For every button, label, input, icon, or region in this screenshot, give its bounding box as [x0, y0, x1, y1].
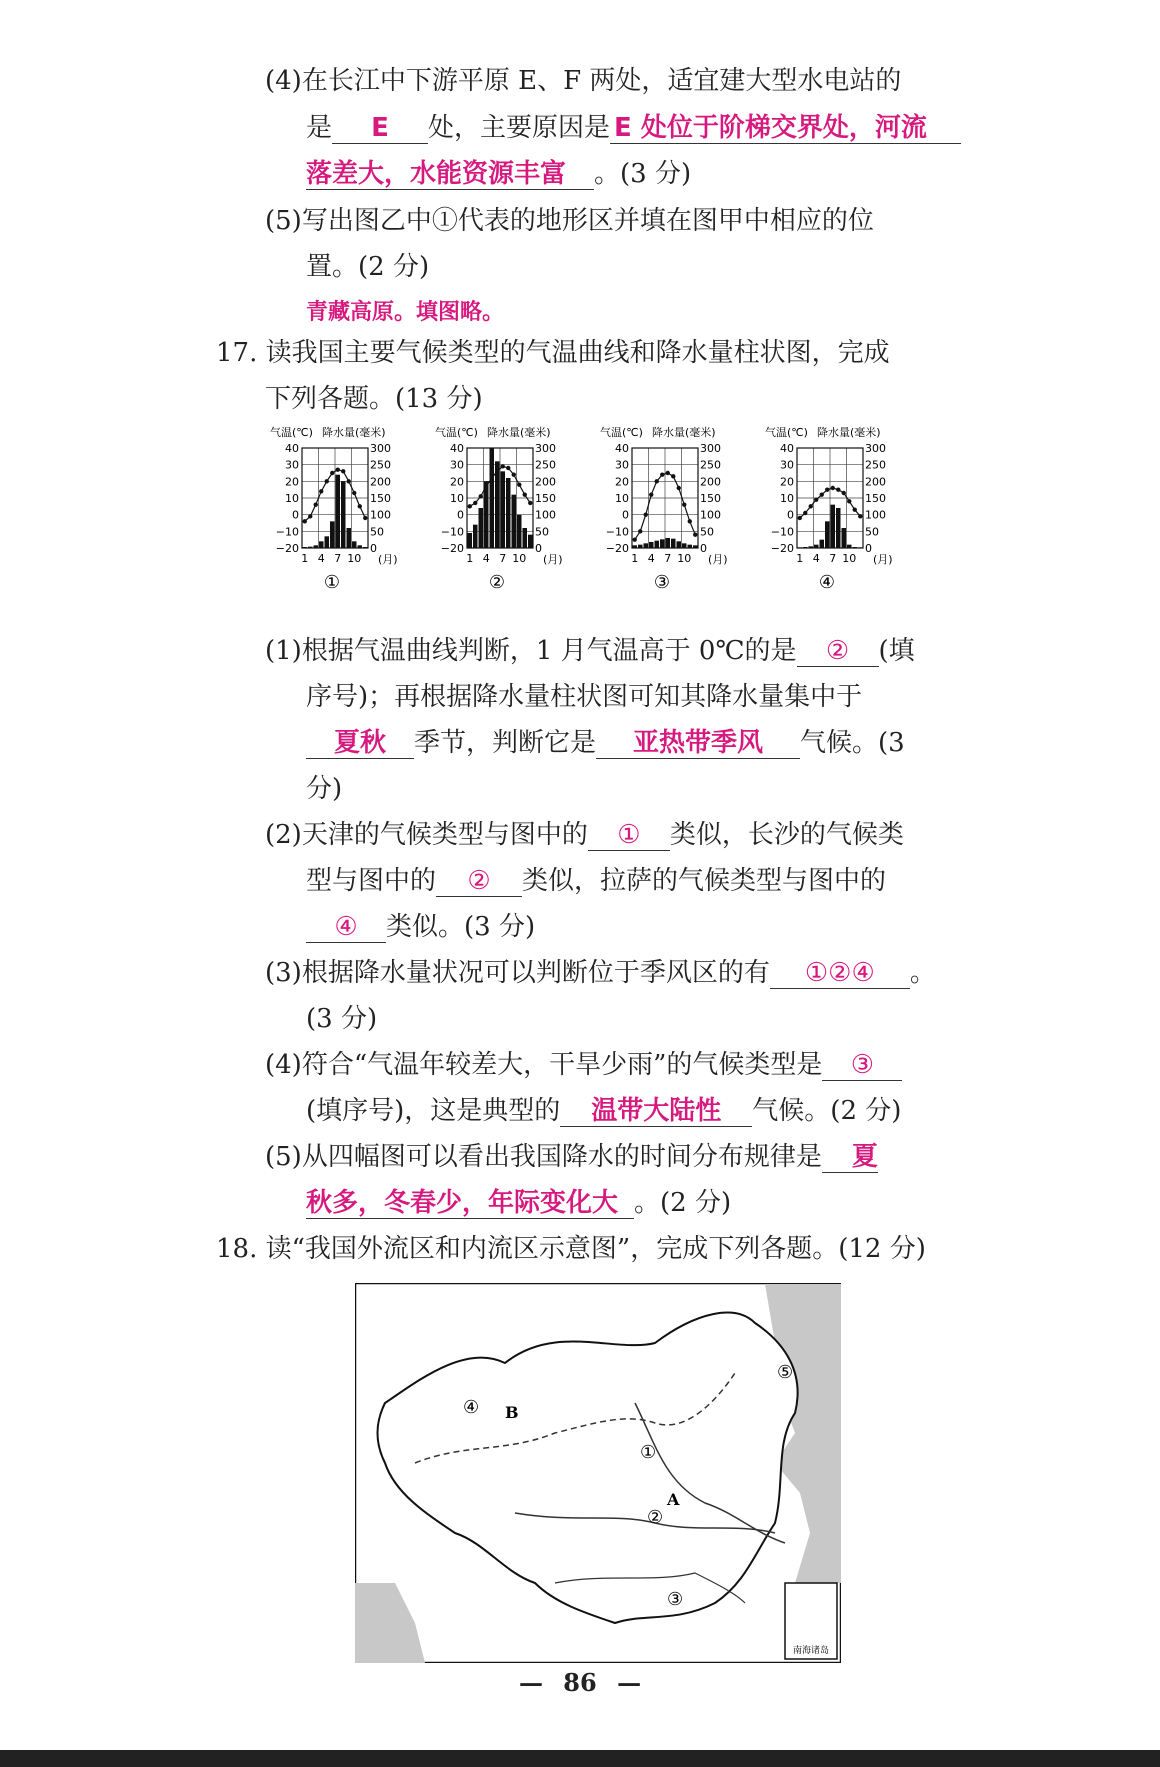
map-label-2: ②: [647, 1507, 664, 1528]
temperature-point: [671, 474, 675, 478]
chart-xlabel: (月): [873, 553, 893, 566]
chart-ylabel-right: 降水量(毫米): [652, 426, 716, 439]
chart-title: ①: [323, 572, 341, 593]
temperature-point: [809, 504, 813, 508]
q17-part1-line1: [265, 634, 915, 668]
chart-tick-x: 10: [512, 552, 527, 565]
answer-blank: 亚热带季风: [596, 728, 800, 759]
temperature-point: [473, 501, 477, 505]
q18-stem: 18. 读“我国外流区和内流区示意图”，完成下列各题。(12 分): [216, 1234, 926, 1264]
chart-tick-left: 10: [780, 492, 794, 505]
map-label-5: ⑤: [777, 1362, 794, 1383]
chart-tick-right: 50: [865, 525, 879, 539]
precip-bar: [660, 539, 665, 548]
temperature-point: [347, 479, 351, 483]
chart-tick-right: 100: [535, 508, 556, 522]
precip-bar: [319, 541, 324, 548]
precip-bar: [341, 481, 346, 548]
q17-stem-line1: 17. 读我国主要气候类型的气温曲线和降水量柱状图，完成: [216, 338, 890, 368]
temperature-point: [814, 497, 818, 501]
chart-tick-right: 100: [865, 508, 886, 522]
temperature-point: [325, 479, 329, 483]
temperature-point: [495, 469, 499, 473]
precip-bar: [363, 547, 368, 548]
chart-tick-left: 40: [780, 442, 794, 455]
map-label-a: A: [667, 1490, 680, 1509]
text: (填: [878, 636, 915, 666]
temperature-point: [803, 511, 807, 515]
chart-ylabel-right: 降水量(毫米): [487, 426, 551, 439]
q17-part2-line2: [306, 864, 886, 898]
precip-bar: [666, 538, 671, 548]
precip-bar: [853, 547, 858, 548]
text: (2)天津的气候类型与图中的: [265, 820, 588, 850]
chart-xlabel: (月): [708, 553, 728, 566]
chart-tick-x: 1: [466, 552, 474, 565]
q16-part4-line1: (4)在长江中下游平原 E、F 两处，适宜建大型水电站的: [265, 66, 902, 96]
precip-bar: [528, 535, 533, 548]
precip-bar: [682, 543, 687, 548]
chart-tick-left: −10: [440, 525, 464, 539]
chart-tick-right: 250: [535, 458, 556, 472]
precip-bar: [842, 528, 847, 548]
chart-tick-x: 10: [677, 552, 692, 565]
text: 气候。(3: [800, 728, 905, 758]
temperature-point: [853, 507, 857, 511]
precip-bar: [479, 508, 484, 548]
chart-tick-right: 200: [535, 475, 556, 489]
dash-right: —: [617, 1668, 642, 1697]
china-drainage-map: [355, 1283, 841, 1663]
precip-bar: [303, 547, 308, 548]
q17-part4-line2: [306, 1094, 901, 1128]
text: 。: [909, 958, 936, 988]
chart-tick-right: 50: [700, 525, 714, 539]
temperature-point: [677, 486, 681, 490]
chart-tick-left: 10: [615, 492, 629, 505]
temperature-point: [363, 516, 367, 520]
chart-tick-right: 50: [370, 525, 384, 539]
text: 。(2 分): [634, 1188, 732, 1218]
temperature-point: [693, 532, 697, 536]
precip-bar: [336, 475, 341, 548]
precip-bar: [506, 478, 511, 548]
precip-bar: [325, 536, 330, 548]
text: 型与图中的: [306, 866, 437, 896]
precip-bar: [330, 521, 335, 548]
precip-bar: [831, 505, 836, 548]
chart-tick-right: 0: [535, 542, 542, 555]
chart-tick-x: 10: [842, 552, 857, 565]
precip-bar: [501, 471, 506, 548]
chart-tick-x: 7: [829, 552, 837, 565]
temperature-point: [330, 471, 334, 475]
q17-part1-line3: [306, 726, 905, 760]
text: (5)从四幅图可以看出我国降水的时间分布规律是: [265, 1142, 822, 1172]
answer-blank: ①②④: [770, 958, 910, 989]
temperature-point: [336, 467, 340, 471]
precip-bar: [473, 525, 478, 548]
chart-tick-right: 300: [370, 442, 391, 455]
map-label-4: ④: [463, 1397, 480, 1418]
chart-tick-x: 1: [631, 552, 639, 565]
chart-tick-right: 200: [865, 475, 886, 489]
bottom-bar: [0, 1750, 1160, 1767]
text: (1)根据气温曲线判断，1 月气温高于 0℃的是: [265, 636, 797, 666]
q16-part5-line1: (5)写出图乙中①代表的地形区并填在图甲中相应的位: [265, 206, 874, 236]
temperature-point: [825, 487, 829, 491]
precip-bar: [836, 508, 841, 548]
q17-part2-line1: [265, 818, 904, 852]
chart-tick-left: 30: [285, 458, 299, 472]
answer-blank-e: E: [332, 113, 428, 144]
precip-bar: [677, 541, 682, 548]
chart-ylabel-left: 气温(℃): [600, 426, 643, 439]
temperature-point: [501, 464, 505, 468]
precip-bar: [495, 461, 500, 548]
precip-bar: [847, 545, 852, 548]
chart-tick-right: 300: [865, 442, 886, 455]
precip-bar: [484, 481, 489, 548]
answer-blank: ①: [588, 820, 670, 851]
text: 季节，判断它是: [414, 728, 597, 758]
chart-tick-left: 10: [285, 492, 299, 505]
precip-bar: [633, 545, 638, 548]
temperature-point: [468, 504, 472, 508]
temperature-point: [798, 516, 802, 520]
q17-part5-line1: [265, 1140, 878, 1174]
precip-bar: [820, 540, 825, 548]
climate-charts: [268, 424, 928, 624]
chart-title: ④: [818, 572, 836, 593]
chart-tick-right: 150: [865, 492, 886, 505]
temperature-point: [820, 492, 824, 496]
temperature-point: [303, 519, 307, 523]
chart-tick-left: 0: [622, 508, 629, 522]
chart-tick-left: 0: [787, 508, 794, 522]
chart-tick-left: 40: [285, 442, 299, 455]
precip-bar: [649, 542, 654, 548]
answer-blank: 夏秋: [306, 728, 414, 759]
temperature-point: [660, 472, 664, 476]
chart-tick-left: 40: [615, 442, 629, 455]
q17-part4-line1: [265, 1048, 902, 1082]
chart-tick-x: 4: [647, 552, 655, 565]
answer-blank: 温带大陆性: [560, 1096, 752, 1127]
chart-tick-right: 300: [535, 442, 556, 455]
q16-part4-line3: [306, 157, 691, 191]
chart-tick-left: −20: [440, 542, 464, 555]
page-number: [0, 1668, 1160, 1697]
precip-bar: [347, 528, 352, 548]
answer-blank-reason: E 处位于阶梯交界处，河流: [610, 113, 961, 144]
precip-bar: [825, 521, 830, 548]
chart-tick-left: −20: [770, 542, 794, 555]
chart-tick-left: 20: [615, 475, 629, 489]
chart-xlabel: (月): [378, 553, 398, 566]
chart-ylabel-right: 降水量(毫米): [322, 426, 386, 439]
temperature-point: [644, 512, 648, 516]
precip-bar: [638, 545, 643, 548]
chart-tick-left: 20: [780, 475, 794, 489]
temperature-point: [479, 494, 483, 498]
chart-tick-left: 10: [450, 492, 464, 505]
chart-tick-x: 4: [812, 552, 820, 565]
chart-ylabel-left: 气温(℃): [765, 426, 808, 439]
chart-ylabel-left: 气温(℃): [435, 426, 478, 439]
chart-xlabel: (月): [543, 553, 563, 566]
temperature-point: [831, 486, 835, 490]
answer-blank: ④: [306, 912, 386, 943]
q17-part3-line2: (3 分): [306, 1004, 378, 1034]
page-number-value: 86: [563, 1668, 597, 1697]
chart-tick-right: 150: [700, 492, 721, 505]
chart-tick-left: −10: [275, 525, 299, 539]
chart-tick-right: 50: [535, 525, 549, 539]
chart-tick-left: −20: [275, 542, 299, 555]
temperature-point: [341, 469, 345, 473]
chart-tick-x: 7: [334, 552, 342, 565]
chart-title: ③: [653, 572, 671, 593]
chart-tick-left: 0: [457, 508, 464, 522]
precip-bar: [803, 547, 808, 548]
answer-blank: ③: [822, 1050, 902, 1081]
chart-tick-right: 300: [700, 442, 721, 455]
chart-tick-left: −10: [605, 525, 629, 539]
precip-bar: [693, 545, 698, 548]
chart-tick-x: 7: [499, 552, 507, 565]
dash-left: —: [518, 1668, 543, 1697]
inset-label: 南海诸岛: [792, 1646, 830, 1656]
map-label-3: ③: [667, 1589, 684, 1610]
precip-bar: [814, 545, 819, 548]
precip-bar: [517, 515, 522, 548]
temperature-point: [858, 514, 862, 518]
chart-tick-left: 20: [450, 475, 464, 489]
temperature-point: [682, 502, 686, 506]
precip-bar: [523, 528, 528, 548]
chart-tick-right: 150: [535, 492, 556, 505]
temperature-point: [633, 537, 637, 541]
temperature-point: [490, 476, 494, 480]
text: 类似，拉萨的气候类型与图中的: [522, 866, 887, 896]
temperature-point: [666, 471, 670, 475]
chart-tick-left: −10: [770, 525, 794, 539]
temperature-point: [308, 514, 312, 518]
q17-part1-line2: 序号)；再根据降水量柱状图可知其降水量集中于: [306, 682, 863, 712]
chart-tick-x: 10: [347, 552, 362, 565]
temperature-point: [358, 504, 362, 508]
chart-tick-right: 200: [370, 475, 391, 489]
text: 。(3 分): [594, 159, 692, 189]
temperature-point: [484, 484, 488, 488]
text: (4)符合“气温年较差大，干旱少雨”的气候类型是: [265, 1050, 823, 1080]
precip-bar: [688, 545, 693, 548]
precip-bar: [858, 547, 863, 548]
text: (3)根据降水量状况可以判断位于季风区的有: [265, 958, 770, 988]
precip-bar: [358, 545, 363, 548]
temperature-point: [523, 492, 527, 496]
chart-tick-right: 0: [865, 542, 872, 555]
chart-tick-left: 20: [285, 475, 299, 489]
map-label-b: B: [505, 1403, 519, 1422]
chart-tick-right: 150: [370, 492, 391, 505]
chart-tick-left: 40: [450, 442, 464, 455]
q16-part4-line2: [306, 111, 961, 145]
chart-tick-x: 4: [317, 552, 325, 565]
chart-tick-left: −20: [605, 542, 629, 555]
chart-tick-right: 0: [700, 542, 707, 555]
chart-tick-right: 250: [700, 458, 721, 472]
chart-tick-x: 1: [301, 552, 309, 565]
q17-part2-line3: [306, 910, 535, 944]
text: 处，主要原因是: [428, 113, 611, 143]
chart-tick-x: 7: [664, 552, 672, 565]
chart-tick-right: 250: [370, 458, 391, 472]
precip-bar: [352, 541, 357, 548]
chart-tick-right: 100: [370, 508, 391, 522]
precip-bar: [671, 539, 676, 548]
temperature-point: [512, 472, 516, 476]
answer-blank-reason-cont: 落差大，水能资源丰富: [306, 159, 594, 190]
chart-ylabel-right: 降水量(毫米): [817, 426, 881, 439]
chart-tick-left: 30: [450, 458, 464, 472]
temperature-point: [842, 491, 846, 495]
q17-part3-line1: [265, 956, 936, 990]
chart-title: ②: [488, 572, 506, 593]
precip-bar: [314, 545, 319, 548]
precip-bar: [468, 533, 473, 548]
chart-tick-left: 30: [615, 458, 629, 472]
precip-bar: [644, 543, 649, 548]
text: 是: [306, 113, 333, 143]
temperature-point: [517, 482, 521, 486]
text: (填序号)，这是典型的: [306, 1096, 561, 1126]
chart-tick-left: 0: [292, 508, 299, 522]
text: 类似。(3 分): [386, 912, 536, 942]
answer-blank: ②: [436, 866, 522, 897]
temperature-point: [352, 491, 356, 495]
answer-blank: 秋多，冬春少，年际变化大: [306, 1188, 634, 1219]
answer-blank: 夏: [822, 1142, 878, 1173]
temperature-point: [638, 529, 642, 533]
q17-part5-line2: [306, 1186, 731, 1220]
temperature-point: [314, 502, 318, 506]
precip-bar: [655, 541, 660, 548]
precip-bar: [490, 448, 495, 548]
temperature-point: [319, 489, 323, 493]
precip-bar: [809, 546, 814, 548]
chart-tick-x: 4: [482, 552, 490, 565]
q17-stem-line2: 下列各题。(13 分): [265, 384, 483, 414]
chart-tick-right: 100: [700, 508, 721, 522]
text: 类似，长沙的气候类: [669, 820, 904, 850]
chart-tick-x: 1: [796, 552, 804, 565]
temperature-point: [688, 519, 692, 523]
map-label-1: ①: [640, 1442, 657, 1463]
precip-bar: [512, 495, 517, 548]
q17-part1-line4: 分): [306, 774, 343, 804]
temperature-point: [649, 492, 653, 496]
temperature-point: [847, 499, 851, 503]
temperature-point: [506, 466, 510, 470]
q16-part5-answer: 青藏高原。填图略。: [306, 300, 505, 325]
chart-tick-right: 250: [865, 458, 886, 472]
text: 气候。(2 分): [752, 1096, 902, 1126]
chart-tick-right: 200: [700, 475, 721, 489]
chart-tick-right: 0: [370, 542, 377, 555]
precip-bar: [308, 547, 313, 548]
temperature-point: [528, 501, 532, 505]
q16-part5-line2: 置。(2 分): [306, 252, 430, 282]
chart-ylabel-left: 气温(℃): [270, 426, 313, 439]
answer-blank: ②: [797, 636, 879, 667]
chart-tick-left: 30: [780, 458, 794, 472]
temperature-point: [836, 487, 840, 491]
temperature-point: [655, 479, 659, 483]
precip-bar: [798, 547, 803, 548]
